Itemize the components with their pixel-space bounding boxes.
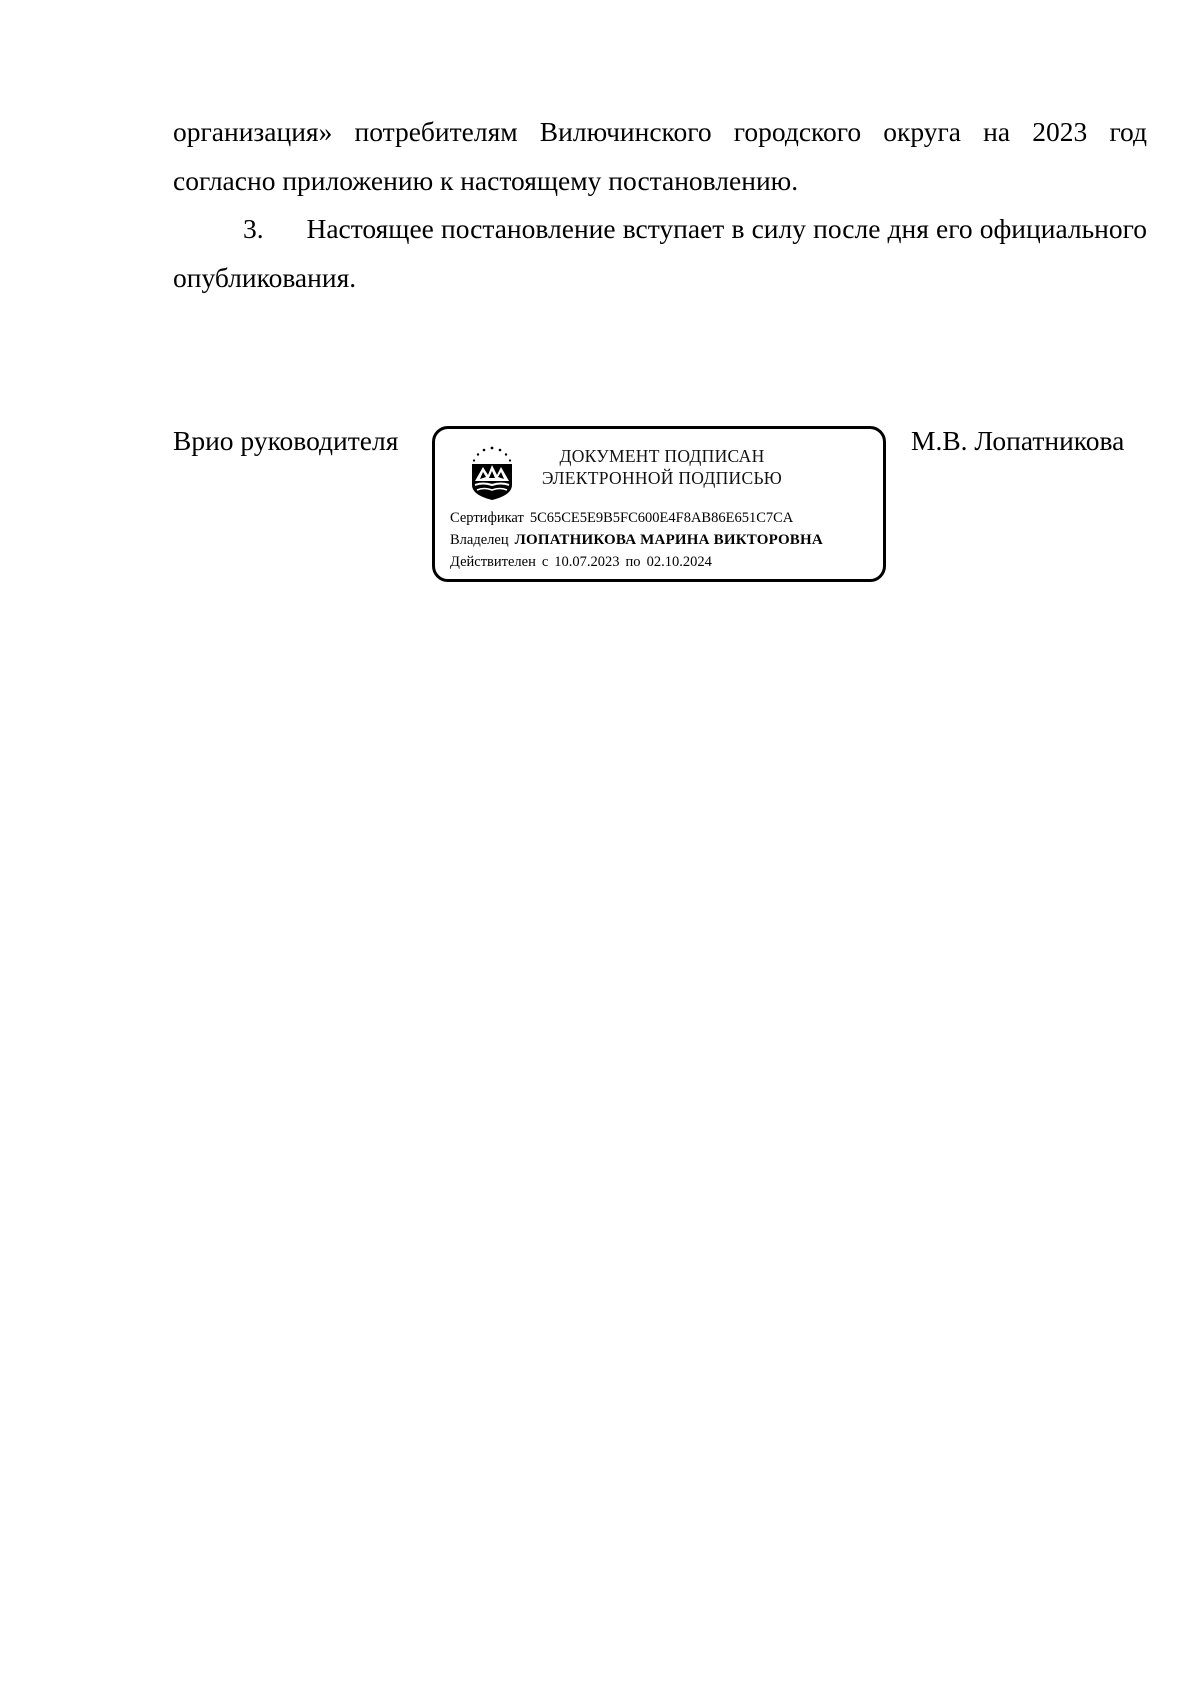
stamp-certificate-line bbox=[450, 509, 793, 527]
owner-value: ЛОПАТНИКОВА МАРИНА ВИКТОРОВНА bbox=[514, 532, 823, 548]
stamp-heading-line-1: ДОКУМЕНТ ПОДПИСАН bbox=[559, 446, 765, 466]
coat-of-arms-icon bbox=[469, 445, 515, 501]
certificate-label: Сертификат bbox=[450, 510, 524, 526]
stamp-owner-line bbox=[450, 531, 823, 549]
valid-label: Действителен bbox=[450, 554, 536, 570]
valid-from-label: с bbox=[541, 554, 549, 570]
stamp-validity-line bbox=[450, 553, 712, 571]
stamp-heading-line-2: ЭЛЕКТРОННОЙ ПОДПИСЬЮ bbox=[541, 468, 783, 488]
stamp-heading bbox=[537, 445, 787, 489]
signer-position: Врио руководителя bbox=[173, 425, 399, 456]
valid-from-date: 10.07.2023 bbox=[554, 554, 620, 570]
certificate-value: 5C65CE5E9B5FC600E4F8AB86E651C7CA bbox=[529, 510, 794, 526]
electronic-signature-stamp bbox=[432, 426, 886, 582]
valid-to-label: по bbox=[625, 554, 641, 570]
paragraph-continuation: организация» потребителям Вилючинского городского округа на 2023 год согласно приложению к настоящему постановлению. bbox=[173, 116, 1147, 196]
valid-to-date: 02.10.2024 bbox=[646, 554, 712, 570]
owner-label: Владелец bbox=[450, 532, 509, 548]
document-body bbox=[173, 108, 1154, 302]
paragraph-item-3: 3. Настоящее постановление вступает в силу после дня его официального опубликования. bbox=[173, 213, 1154, 293]
signer-name: М.В. Лопатникова bbox=[911, 425, 1125, 456]
